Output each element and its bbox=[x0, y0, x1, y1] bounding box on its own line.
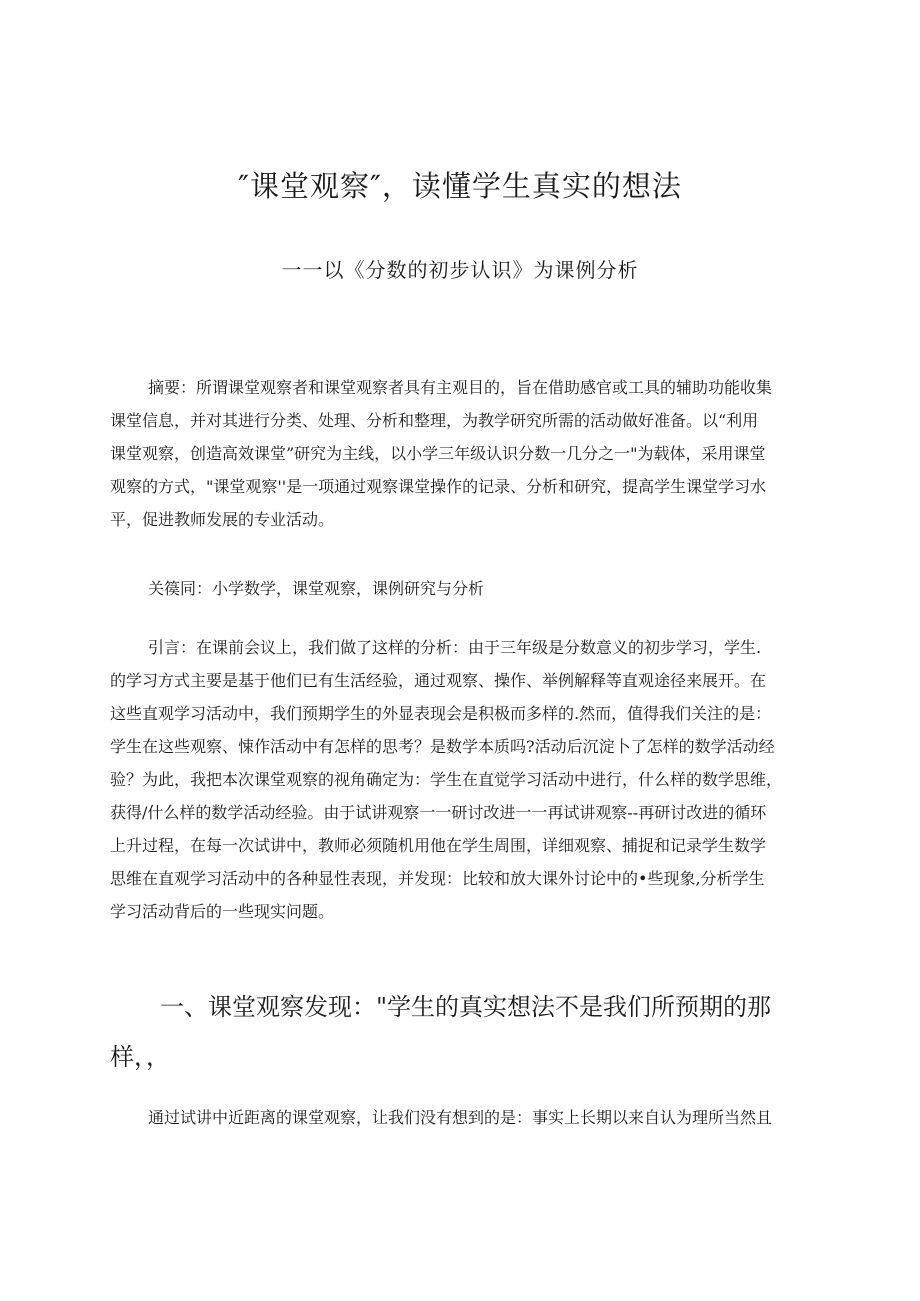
abstract-line: 课堂信息，并对其进行分类、处理、分析和整理，为教学研究所需的活动做好准备。以“利用 bbox=[110, 411, 759, 430]
section-heading bbox=[110, 982, 826, 1082]
intro-paragraph bbox=[110, 631, 826, 928]
abstract-paragraph bbox=[110, 371, 826, 536]
intro-line: 的学习方式主要是基于他们已有生活经验，通过观察、操作、举例解释等直观途径来展开。在 bbox=[110, 671, 767, 690]
intro-line: 学习活动背后的一些现实问题。 bbox=[110, 902, 335, 921]
abstract-line: 摘要：所谓课堂观察者和课堂观察者具有主观目的，旨在借助感官或工具的辅助功能收集 bbox=[148, 378, 773, 397]
section-heading-line: 样，， bbox=[110, 1043, 170, 1071]
intro-line: 引言：在课前会议上，我们做了这样的分析：由于三年级是分数意义的初步学习，学生. bbox=[148, 638, 762, 657]
body-paragraph bbox=[110, 1101, 826, 1134]
body-line: 通过试讲中近距离的课堂观察，让我们没有想到的是：事实上长期以来自认为理所当然且 bbox=[148, 1108, 773, 1127]
keywords-line: 关篌同：小学数学，课堂观察，课例研究与分析 bbox=[148, 579, 485, 598]
abstract-line: 课堂观察，创造高效课堂”研究为主线，以小学三年级认识分数一几分之一"为载体，采用课堂 bbox=[110, 444, 766, 463]
keywords-paragraph bbox=[110, 572, 826, 605]
document-title: ″课堂观察″，读懂学生真实的想法 bbox=[238, 169, 682, 203]
intro-line: 学生在这些观察、悚作活动中有怎样的思考？是数学本质吗?活动后沉淀卜了怎样的数学活动经 bbox=[110, 737, 775, 756]
section-heading-line: 一、课堂观察发现："学生的真实想法不是我们所预期的那 bbox=[160, 993, 772, 1021]
intro-line: 获得/什么样的数学活动经验。由于试讲观察一一研讨改进一一再试讲观察--再研讨改进的循环 bbox=[110, 803, 767, 822]
document-subtitle: 一一以《分数的初步认识》为课例分析 bbox=[281, 258, 639, 282]
intro-line: 验？为此，我把本次课堂观察的视角确定为：学生在直觉学习活动中进行，什么样的数学思维， bbox=[110, 770, 783, 789]
intro-line: 思维在直观学习活动中的各种显性表现，并发现：比较和放大课外讨论中的•些现象,分析学生 bbox=[110, 869, 765, 888]
abstract-line: 观察的方式，"课堂观察''是一项通过观察课堂操作的记录、分析和研究，提高学生课堂学习水 bbox=[110, 477, 767, 496]
intro-line: 这些直观学习活动中，我们预期学生的外显表现会是积极而多样的.然而，值得我们关注的是： bbox=[110, 704, 772, 723]
abstract-line: 平，促进教师发展的专业活动。 bbox=[110, 510, 335, 529]
intro-line: 上升过程，在每一次试讲中，教师必须随机用他在学生周围，详细观察、捕捉和记录学生数学 bbox=[110, 836, 767, 855]
